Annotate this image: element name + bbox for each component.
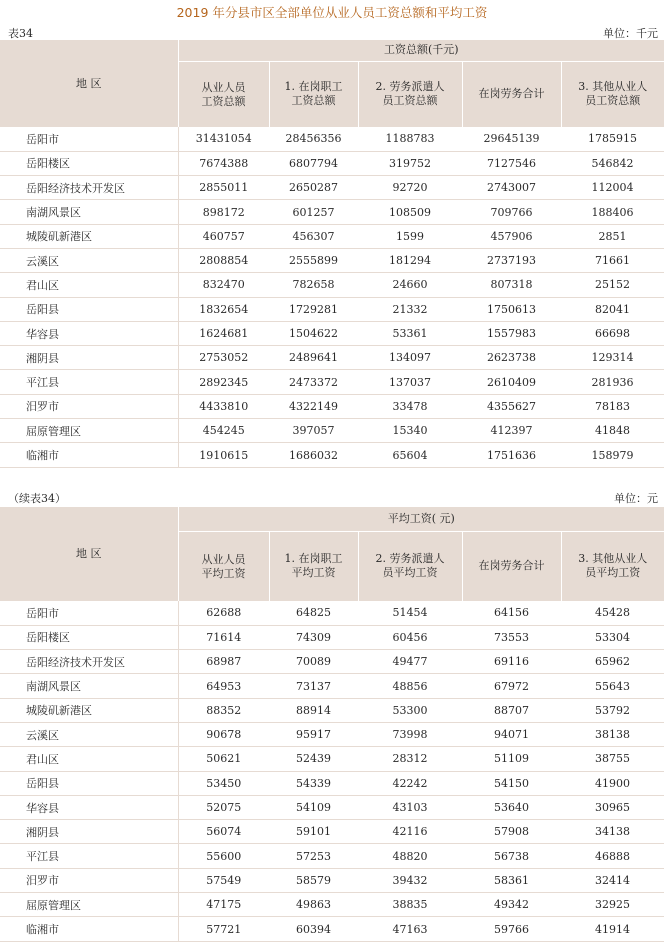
value-cell: 59101 — [269, 820, 358, 844]
table-row — [0, 674, 664, 698]
value-cell: 1729281 — [269, 297, 358, 321]
value-cell: 28312 — [358, 747, 462, 771]
wage-total-table — [0, 40, 664, 468]
wage-total-table-header — [0, 40, 664, 127]
value-cell: 60394 — [269, 917, 358, 941]
value-cell: 51454 — [358, 601, 462, 625]
value-cell: 4433810 — [178, 394, 269, 418]
table-row — [0, 795, 664, 819]
value-cell: 898172 — [178, 200, 269, 224]
value-cell: 807318 — [462, 273, 561, 297]
value-cell: 58361 — [462, 868, 561, 892]
value-cell: 1910615 — [178, 443, 269, 467]
region-cell: 屈原管理区 — [0, 893, 178, 917]
value-cell: 71614 — [178, 625, 269, 649]
value-cell: 67972 — [462, 674, 561, 698]
table-row — [0, 917, 664, 941]
region-cell: 华容县 — [0, 321, 178, 345]
value-cell: 48820 — [358, 844, 462, 868]
value-cell: 24660 — [358, 273, 462, 297]
value-cell: 32414 — [561, 868, 664, 892]
value-cell: 56738 — [462, 844, 561, 868]
column-header: 3. 其他从业人 员平均工资 — [561, 531, 664, 601]
value-cell: 709766 — [462, 200, 561, 224]
value-cell: 52439 — [269, 747, 358, 771]
value-cell: 456307 — [269, 224, 358, 248]
value-cell: 34138 — [561, 820, 664, 844]
avg-wage-table — [0, 507, 664, 942]
value-cell: 2808854 — [178, 248, 269, 272]
value-cell: 158979 — [561, 443, 664, 467]
region-cell: 湘阴县 — [0, 820, 178, 844]
value-cell: 42116 — [358, 820, 462, 844]
value-cell: 108509 — [358, 200, 462, 224]
value-cell: 2855011 — [178, 176, 269, 200]
column-header: 从业人员 工资总额 — [178, 61, 269, 127]
value-cell: 7127546 — [462, 151, 561, 175]
region-cell: 城陵矶新港区 — [0, 698, 178, 722]
value-cell: 54150 — [462, 771, 561, 795]
value-cell: 46888 — [561, 844, 664, 868]
value-cell: 832470 — [178, 273, 269, 297]
table-row — [0, 321, 664, 345]
region-header: 地 区 — [76, 76, 102, 90]
value-cell: 38138 — [561, 722, 664, 746]
value-cell: 48856 — [358, 674, 462, 698]
table-row — [0, 370, 664, 394]
value-cell: 60456 — [358, 625, 462, 649]
group-header: 工资总额(千元) — [178, 40, 664, 61]
value-cell: 2743007 — [462, 176, 561, 200]
value-cell: 88352 — [178, 698, 269, 722]
value-cell: 2623738 — [462, 346, 561, 370]
value-cell: 59766 — [462, 917, 561, 941]
region-cell: 平江县 — [0, 844, 178, 868]
region-cell: 临湘市 — [0, 917, 178, 941]
value-cell: 49342 — [462, 893, 561, 917]
value-cell: 92720 — [358, 176, 462, 200]
value-cell: 4322149 — [269, 394, 358, 418]
value-cell: 454245 — [178, 419, 269, 443]
table-row — [0, 893, 664, 917]
table-row — [0, 394, 664, 418]
value-cell: 29645139 — [462, 127, 561, 151]
table2-unit: 单位：元 — [614, 492, 658, 505]
table-row — [0, 698, 664, 722]
value-cell: 1751636 — [462, 443, 561, 467]
value-cell: 65962 — [561, 650, 664, 674]
value-cell: 2851 — [561, 224, 664, 248]
column-header: 2. 劳务派遣人 员平均工资 — [358, 531, 462, 601]
region-header: 地 区 — [76, 547, 102, 560]
region-cell: 临湘市 — [0, 443, 178, 467]
value-cell: 134097 — [358, 346, 462, 370]
value-cell: 64825 — [269, 601, 358, 625]
table-row — [0, 151, 664, 175]
value-cell: 601257 — [269, 200, 358, 224]
value-cell: 43103 — [358, 795, 462, 819]
group-header: 平均工资( 元) — [178, 507, 664, 531]
table-row — [0, 844, 664, 868]
table-row — [0, 419, 664, 443]
value-cell: 33478 — [358, 394, 462, 418]
value-cell: 4355627 — [462, 394, 561, 418]
table-row — [0, 601, 664, 625]
value-cell: 78183 — [561, 394, 664, 418]
value-cell: 53792 — [561, 698, 664, 722]
value-cell: 57549 — [178, 868, 269, 892]
value-cell: 53361 — [358, 321, 462, 345]
value-cell: 65604 — [358, 443, 462, 467]
value-cell: 64953 — [178, 674, 269, 698]
value-cell: 2892345 — [178, 370, 269, 394]
value-cell: 69116 — [462, 650, 561, 674]
avg-wage-table-header — [0, 507, 664, 601]
table-row — [0, 771, 664, 795]
value-cell: 281936 — [561, 370, 664, 394]
value-cell: 1599 — [358, 224, 462, 248]
table-row — [0, 820, 664, 844]
table-row — [0, 248, 664, 272]
value-cell: 1188783 — [358, 127, 462, 151]
table1-unit: 单位：千元 — [603, 27, 658, 40]
table-row — [0, 650, 664, 674]
value-cell: 38835 — [358, 893, 462, 917]
table-row — [0, 346, 664, 370]
value-cell: 74309 — [269, 625, 358, 649]
value-cell: 1557983 — [462, 321, 561, 345]
region-cell: 云溪区 — [0, 248, 178, 272]
table-row — [0, 200, 664, 224]
table-row — [0, 176, 664, 200]
table-row — [0, 273, 664, 297]
value-cell: 53640 — [462, 795, 561, 819]
value-cell: 53450 — [178, 771, 269, 795]
value-cell: 82041 — [561, 297, 664, 321]
value-cell: 70089 — [269, 650, 358, 674]
table-row — [0, 297, 664, 321]
value-cell: 53300 — [358, 698, 462, 722]
value-cell: 66698 — [561, 321, 664, 345]
value-cell: 1785915 — [561, 127, 664, 151]
value-cell: 21332 — [358, 297, 462, 321]
column-header: 1. 在岗职工 平均工资 — [269, 531, 358, 601]
value-cell: 94071 — [462, 722, 561, 746]
value-cell: 64156 — [462, 601, 561, 625]
table-row — [0, 127, 664, 151]
value-cell: 55600 — [178, 844, 269, 868]
value-cell: 42242 — [358, 771, 462, 795]
value-cell: 546842 — [561, 151, 664, 175]
value-cell: 412397 — [462, 419, 561, 443]
value-cell: 90678 — [178, 722, 269, 746]
value-cell: 1504622 — [269, 321, 358, 345]
value-cell: 2555899 — [269, 248, 358, 272]
value-cell: 57908 — [462, 820, 561, 844]
value-cell: 1686032 — [269, 443, 358, 467]
value-cell: 45428 — [561, 601, 664, 625]
value-cell: 39432 — [358, 868, 462, 892]
region-cell: 南湖风景区 — [0, 674, 178, 698]
value-cell: 56074 — [178, 820, 269, 844]
value-cell: 51109 — [462, 747, 561, 771]
region-cell: 岳阳经济技术开发区 — [0, 176, 178, 200]
value-cell: 71661 — [561, 248, 664, 272]
column-header: 从业人员 平均工资 — [178, 531, 269, 601]
table-row — [0, 747, 664, 771]
value-cell: 41900 — [561, 771, 664, 795]
value-cell: 57721 — [178, 917, 269, 941]
table-row — [0, 722, 664, 746]
value-cell: 73137 — [269, 674, 358, 698]
value-cell: 2610409 — [462, 370, 561, 394]
page-title: 2019 年分县市区全部单位从业人员工资总额和平均工资 — [176, 5, 488, 20]
table2-label: （续表34） — [8, 492, 66, 505]
column-header: 在岗劳务合计 — [462, 531, 561, 601]
region-cell: 岳阳县 — [0, 297, 178, 321]
value-cell: 2753052 — [178, 346, 269, 370]
value-cell: 41914 — [561, 917, 664, 941]
value-cell: 32925 — [561, 893, 664, 917]
value-cell: 397057 — [269, 419, 358, 443]
value-cell: 15340 — [358, 419, 462, 443]
value-cell: 62688 — [178, 601, 269, 625]
value-cell: 49863 — [269, 893, 358, 917]
region-cell: 岳阳市 — [0, 127, 178, 151]
value-cell: 129314 — [561, 346, 664, 370]
value-cell: 53304 — [561, 625, 664, 649]
table-row — [0, 625, 664, 649]
avg-wage-table-body — [0, 601, 664, 941]
value-cell: 28456356 — [269, 127, 358, 151]
region-cell: 城陵矶新港区 — [0, 224, 178, 248]
value-cell: 30965 — [561, 795, 664, 819]
region-cell: 岳阳县 — [0, 771, 178, 795]
table1-label: 表34 — [8, 27, 33, 40]
value-cell: 2489641 — [269, 346, 358, 370]
value-cell: 2473372 — [269, 370, 358, 394]
value-cell: 54339 — [269, 771, 358, 795]
region-cell: 岳阳经济技术开发区 — [0, 650, 178, 674]
table-row — [0, 868, 664, 892]
value-cell: 319752 — [358, 151, 462, 175]
value-cell: 181294 — [358, 248, 462, 272]
value-cell: 47175 — [178, 893, 269, 917]
value-cell: 95917 — [269, 722, 358, 746]
value-cell: 88707 — [462, 698, 561, 722]
value-cell: 2650287 — [269, 176, 358, 200]
column-header: 2. 劳务派遣人 员工资总额 — [358, 61, 462, 127]
value-cell: 49477 — [358, 650, 462, 674]
region-cell: 君山区 — [0, 273, 178, 297]
value-cell: 50621 — [178, 747, 269, 771]
table-row — [0, 224, 664, 248]
value-cell: 54109 — [269, 795, 358, 819]
region-cell: 汨罗市 — [0, 394, 178, 418]
value-cell: 1750613 — [462, 297, 561, 321]
value-cell: 58579 — [269, 868, 358, 892]
value-cell: 6807794 — [269, 151, 358, 175]
region-cell: 君山区 — [0, 747, 178, 771]
value-cell: 88914 — [269, 698, 358, 722]
region-cell: 平江县 — [0, 370, 178, 394]
column-header: 在岗劳务合计 — [462, 61, 561, 127]
value-cell: 2737193 — [462, 248, 561, 272]
table-row — [0, 443, 664, 467]
value-cell: 52075 — [178, 795, 269, 819]
value-cell: 457906 — [462, 224, 561, 248]
region-cell: 岳阳楼区 — [0, 625, 178, 649]
wage-total-table-body — [0, 127, 664, 467]
value-cell: 460757 — [178, 224, 269, 248]
value-cell: 57253 — [269, 844, 358, 868]
value-cell: 782658 — [269, 273, 358, 297]
value-cell: 25152 — [561, 273, 664, 297]
value-cell: 73553 — [462, 625, 561, 649]
value-cell: 188406 — [561, 200, 664, 224]
value-cell: 31431054 — [178, 127, 269, 151]
value-cell: 1624681 — [178, 321, 269, 345]
value-cell: 112004 — [561, 176, 664, 200]
value-cell: 38755 — [561, 747, 664, 771]
region-cell: 屈原管理区 — [0, 419, 178, 443]
column-header: 1. 在岗职工 工资总额 — [269, 61, 358, 127]
value-cell: 137037 — [358, 370, 462, 394]
region-cell: 汨罗市 — [0, 868, 178, 892]
region-cell: 云溪区 — [0, 722, 178, 746]
value-cell: 73998 — [358, 722, 462, 746]
column-header: 3. 其他从业人 员工资总额 — [561, 61, 664, 127]
region-cell: 湘阴县 — [0, 346, 178, 370]
value-cell: 41848 — [561, 419, 664, 443]
region-cell: 南湖风景区 — [0, 200, 178, 224]
region-cell: 华容县 — [0, 795, 178, 819]
value-cell: 68987 — [178, 650, 269, 674]
value-cell: 47163 — [358, 917, 462, 941]
value-cell: 1832654 — [178, 297, 269, 321]
region-cell: 岳阳市 — [0, 601, 178, 625]
region-cell: 岳阳楼区 — [0, 151, 178, 175]
value-cell: 55643 — [561, 674, 664, 698]
value-cell: 7674388 — [178, 151, 269, 175]
